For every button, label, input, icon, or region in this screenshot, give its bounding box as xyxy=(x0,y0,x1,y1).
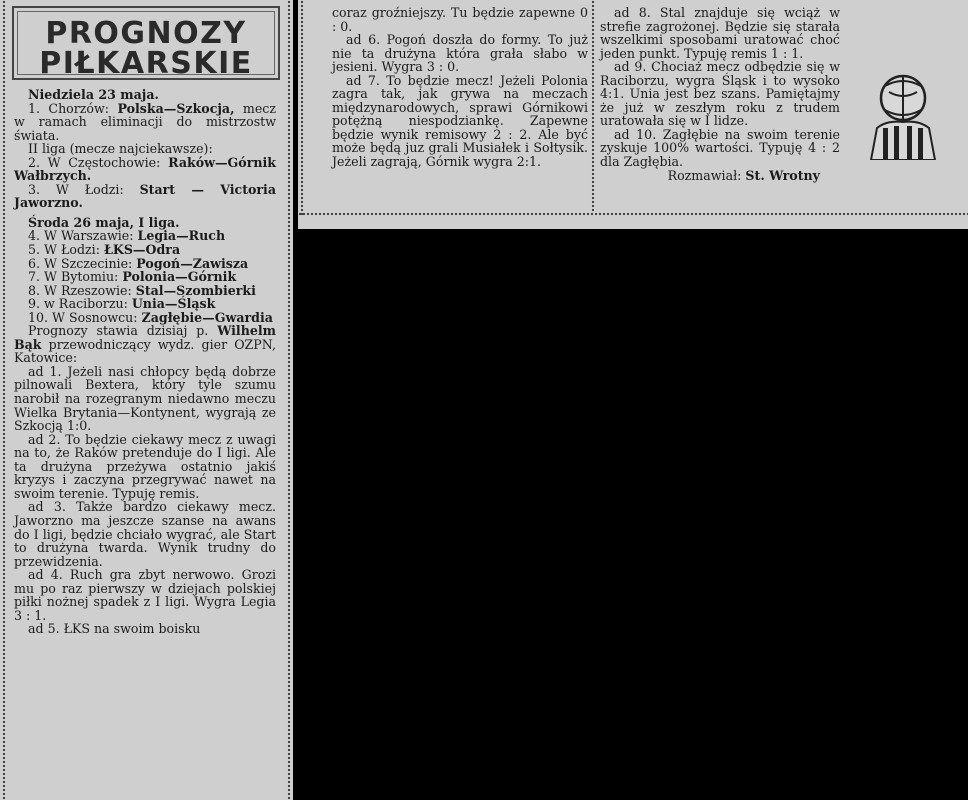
right-article-panel xyxy=(298,0,968,229)
headline-box xyxy=(12,6,280,80)
league-2-heading: II liga (mecze najciekawsze): xyxy=(28,141,213,157)
column-divider xyxy=(591,0,595,212)
prediction-ad5-start: ad 5. ŁKS na swoim boisku xyxy=(28,621,201,637)
football-player-illustration xyxy=(863,72,943,160)
dotted-border-right xyxy=(287,0,291,800)
match-10: 10. W Sosnowcu: Zagłębie—Gwardia xyxy=(28,309,273,325)
prediction-ad5-continued: coraz groźniejszy. Tu będzie zapewne 0 : 0. xyxy=(332,5,588,34)
match-6: 6. W Szczecinie: Pogoń—Zawisza xyxy=(28,255,249,271)
match-5: 5. W Łodzi: ŁKS—Odra xyxy=(28,242,181,258)
intro-paragraph: Prognozy stawia dzisiaj p. Wilhelm Bąk przewodniczący wydz. gier OZPN, Katowice: xyxy=(14,323,276,366)
dotted-border-bottom xyxy=(298,212,968,216)
left-article-panel xyxy=(0,0,293,800)
prediction-ad7: ad 7. To będzie mecz! Jeżeli Polonia zagra tak, jak grywa na meczach międzynarodowych, sprawi Górnikowi potężną niespodziankę. Zapewne będzie wynik remisowy 2 : 2. Ale być może będą juz grali Musiałek i Sołtysik. Jeżeli zagrają, Górnik wygra 2:1. xyxy=(332,72,588,170)
match-7: 7. W Bytomiu: Polonia—Górnik xyxy=(28,269,237,285)
prediction-ad9: ad 9. Chociaż mecz odbędzie się w Raciborzu, wygra Śląsk i to wysoko 4:1. Unia jest bez szans. Pamiętajmy że już w zeszłym roku z trudem uratowała się w I lidze. xyxy=(600,59,840,129)
prediction-ad3: ad 3. Także bardzo ciekawy mecz. Jaworzno ma jeszcze szanse na awans do I ligi, będzie chciało wygrać, ale Start to drużyna twarda. Wynik trudny do przewidzenia. xyxy=(14,499,276,569)
dotted-border-left-right-panel xyxy=(300,0,304,216)
prediction-ad10: ad 10. Zagłębie na swoim terenie zyskuje 100% wartości. Typuję 4 : 2 dla Zagłębia. xyxy=(600,126,840,170)
prediction-ad8: ad 8. Stal znajduje się wciąż w strefie zagrożonej. Będzie się starała wszelkimi sposobami uratować choć jeden punkt. Typuję remis 1 : 1. xyxy=(600,5,840,61)
date-wednesday: Środa 26 maja, I liga. xyxy=(28,214,180,230)
prediction-ad6: ad 6. Pogoń doszła do formy. To już nie ta drużyna która grała słabo w jesieni. Wygra 3 : 0. xyxy=(332,32,588,75)
middle-column-text xyxy=(332,6,588,169)
match-8: 8. W Rzeszowie: Stal—Szombierki xyxy=(28,282,256,298)
dotted-border-left xyxy=(2,0,6,800)
prediction-ad4: ad 4. Ruch gra zbyt nerwowo. Grozi mu po raz pierwszy w dziejach polskiej piłki nożnej spadek z I ligi. Wygra Legia 3 : 1. xyxy=(14,567,276,623)
match-2: 2. W Częstochowie: Raków—Górnik Wałbrzych. xyxy=(14,154,276,184)
left-column-text xyxy=(14,88,276,636)
prediction-ad1: ad 1. Jeżeli nasi chłopcy będą dobrze pilnowali Bextera, który tyle szumu narobił na rozegranym niedawno meczu Wielka Brytania—Kontynent, wygrają ze Szkocją 1:0. xyxy=(14,363,276,434)
match-1: 1. Chorzów: Polska—Szkocja, mecz w ramach eliminacji do mistrzostw świata. xyxy=(14,100,276,143)
headline-line-1: PROGNOZY xyxy=(45,16,247,51)
date-sunday: Niedziela 23 maja. xyxy=(28,87,159,102)
match-9: 9. w Raciborzu: Unia—Śląsk xyxy=(28,296,216,312)
right-column-text xyxy=(600,6,840,182)
headline-line-2: PIŁKARSKIE xyxy=(39,46,253,81)
byline: Rozmawiał: St. Wrotny xyxy=(667,167,820,183)
match-3: 3. W Łodzi: Start — Victoria Jaworzno. xyxy=(14,181,276,211)
match-4: 4. W Warszawie: Legia—Ruch xyxy=(28,228,226,244)
prediction-ad2: ad 2. To będzie ciekawy mecz z uwagi na to, że Raków pretenduje do I ligi. Ale ta drużyna przeżywa ostatnio jakiś kryzys i zaczyna przegrywać nawet na swoim terenie. Typuję remis. xyxy=(14,431,276,501)
